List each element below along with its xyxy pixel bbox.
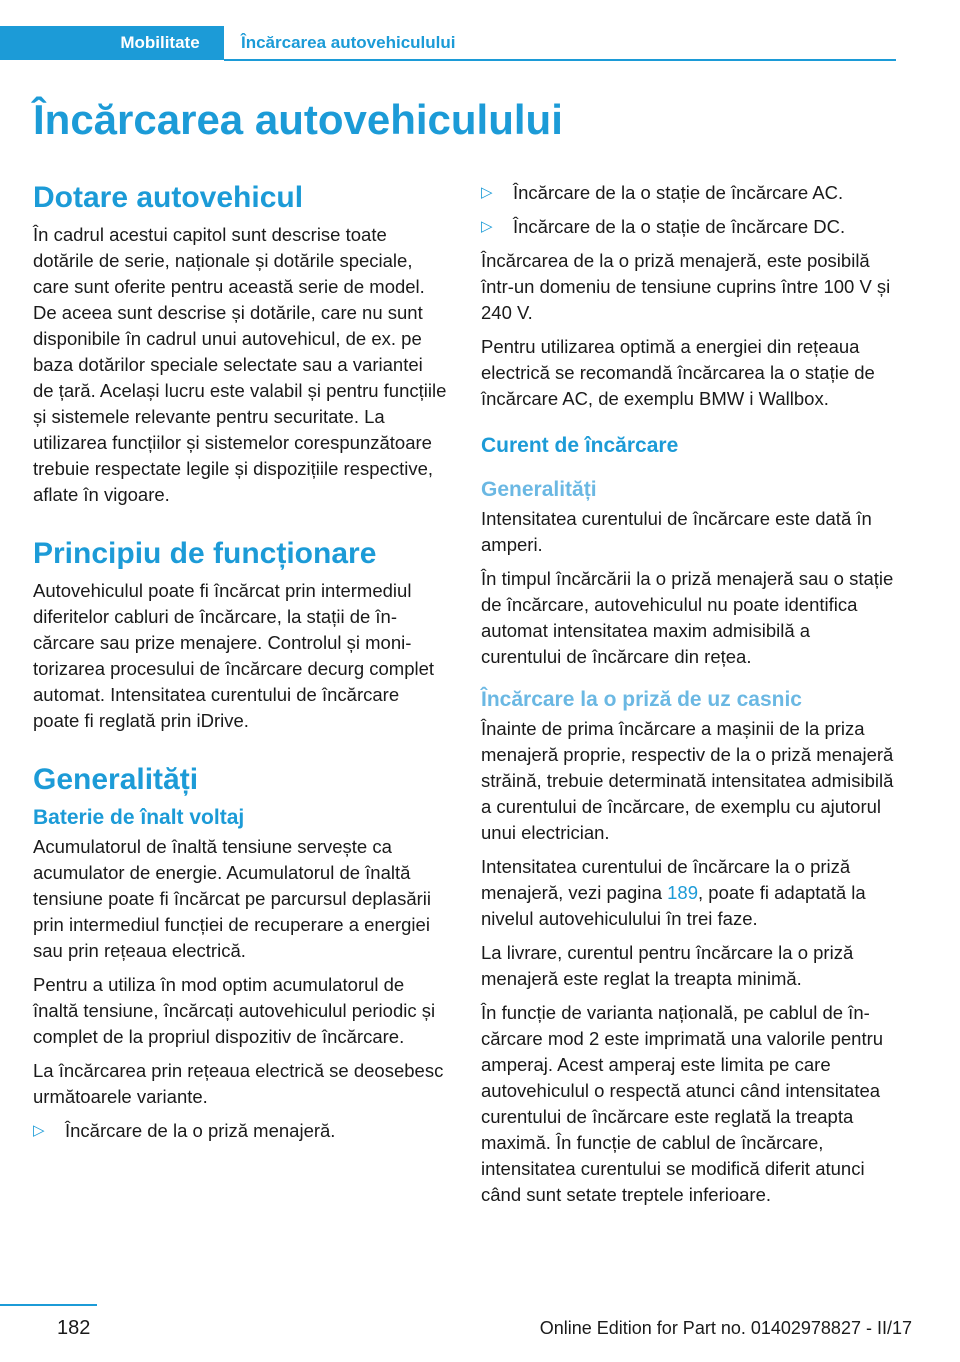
page-reference-link[interactable]: 189 [667,882,699,903]
paragraph-equipment: În cadrul acestui capitol sunt descrise toate dotările de serie, naționale și dotările speciale, care sunt oferite pentru această serie de model. De aceea sunt descrise și dotările, care nu sunt disponibile în cadrul unui autovehicul, de ex. pe baza dotărilor speciale selectate sau a variantei de țară. Același lucru este valabil și pentru funcțiile și sistemele relevante pentru securitate. La utilizarea funcțiilor și sistemelor corespunzătoare trebuie respectate legile și dispozițiile respective, aflate în vigoare. [33,224,447,505]
paragraph-battery-2: Pentru a utiliza în mod optim acumulatorul de înaltă tensiune, încărcați autovehiculul periodic și complet de la propriul dispozitiv de încărcare. [33,974,436,1047]
page-title: Încărcarea autovehiculului [33,96,563,143]
bullet-triangle-icon: ▷ [481,218,493,235]
paragraph-household-2 [481,854,895,932]
edition-note: Online Edition for Part no. 01402978827 - II/17 [539,1318,912,1338]
paragraph-household-4: În funcție de varianta națională, pe cablul de încărcare mod 2 este imprimată una valorile pentru amperaj. Acest amperaj este limita pe care autovehiculul o respectă atunci când intensitatea curentului de încărcare este reglată la treapta maximă. În funcție de cablul de încărcare, intensitatea curentului se modifică diferit atunci când sunt setate treptele inferioare. [481,1002,884,1205]
paragraph-optimal: Pentru utilizarea optimă a energiei din rețeaua electrică se recomandă încărcarea la o stație de încărcare AC, de exemplu BMW i Wallbox. [481,336,875,409]
bullet-text: Încărcare de la o stație de încărcare DC. [513,216,846,237]
header-section-label: Mobilitate [120,33,200,52]
bullet-item [481,180,895,206]
paragraph-household-1: Înainte de prima încărcare a mașinii de la priza menajeră proprie, respectiv de la o priză menajeră străină, trebuie determinată intensitatea admisibilă a curentului de încărcare, de exemplu cu ajutorul unui electrician. [481,718,894,843]
bullet-item [33,1118,447,1144]
heading-battery: Baterie de înalt voltaj [33,806,245,829]
running-header [0,26,896,62]
bullet-triangle-icon: ▷ [481,184,493,201]
paragraph-battery-1: Acumulatorul de înaltă tensiune servește ca acumulator de energie. Acumulatorul de înaltă tensiune poate fi încărcat pe parcursul deplasării prin intermediul funcției de recuperare a energiei sau prin rețeaua electrică. [33,836,431,961]
heading-principle: Principiu de funcționare [33,537,377,570]
heading-general: Generalități [33,763,199,796]
paragraph-battery-3: La încărcarea prin rețeaua electrică se deosebesc următoarele variante. [33,1060,444,1107]
paragraph-household-3: La livrare, curentul pentru încărcare la o priză menajeră este reglat la treapta minimă. [481,942,854,989]
paragraph-current-1: Intensitatea curentului de încărcare este dată în amperi. [481,508,872,555]
heading-equipment: Dotare autovehicul [33,181,304,214]
footer-rule [0,1304,97,1306]
heading-general-sub: Generalități [481,478,597,501]
paragraph-household-2-end: , poate fi adaptată la nivelul autovehiculului în trei faze. [481,882,866,929]
paragraph-household-2-start: Intensitatea curentului de încărcare la o priză menajeră, vezi pagina [481,856,851,903]
header-rule [224,59,896,61]
bullet-text: Încărcare de la o stație de încărcare AC. [513,182,844,203]
paragraph-socket: Încărcarea de la o priză menajeră, este posibilă într-un domeniu de tensiune cuprins între 100 V și 240 V. [481,250,891,323]
bullet-item [481,214,895,240]
heading-charging-current: Curent de încărcare [481,434,679,457]
left-column [33,180,447,1152]
paragraph-current-2: În timpul încărcării la o priză menajeră sau o stație de încărcare, autovehiculul nu poate identifica automat intensitatea maxim admisibilă a curentului de încărcare din rețea. [481,568,894,667]
heading-household-socket: Încărcare la o priză de uz casnic [481,688,802,711]
right-column [481,180,895,1216]
page-number: 182 [57,1317,91,1339]
bullet-triangle-icon: ▷ [33,1122,45,1139]
header-chapter-title: Încărcarea autovehiculului [241,33,456,52]
bullet-text: Încărcare de la o priză menajeră. [65,1120,336,1141]
paragraph-principle: Autovehiculul poate fi încărcat prin intermediul diferitelor cabluri de încărcare, la stații de încărcare sau prize menajere. Controlul și monitorizarea procesului de încărcare decurg complet automat. Intensitatea curentului de încărcare poate fi reglată prin iDrive. [33,580,435,731]
